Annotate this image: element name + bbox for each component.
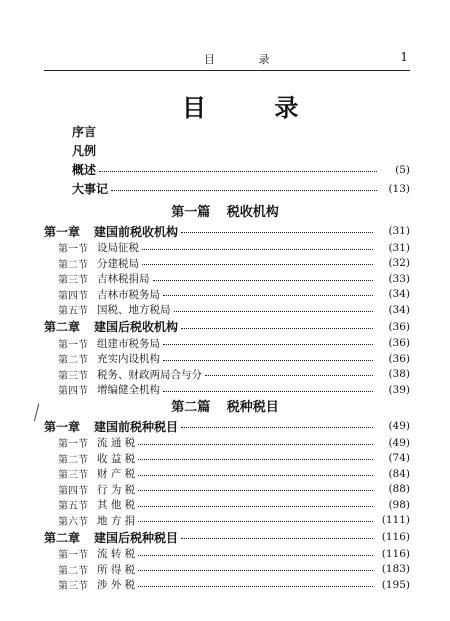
- dot-leader: [163, 390, 373, 392]
- entry-page: (33): [388, 272, 410, 285]
- part-title: 税种税目: [226, 400, 279, 415]
- entry-page: (49): [388, 420, 410, 432]
- entry-page: (38): [388, 368, 410, 381]
- dot-leader: [142, 248, 373, 250]
- entry-number: 第五节: [58, 306, 88, 318]
- entry-number: 第一节: [58, 550, 88, 562]
- entry-title: 收 益 税: [97, 452, 136, 465]
- chapter-entry: [44, 318, 410, 336]
- part-label: 第二篇: [171, 400, 211, 415]
- entry-page: (36): [388, 337, 410, 350]
- entry-page: (195): [381, 578, 410, 591]
- entry-page: (116): [381, 547, 410, 560]
- dot-leader: [138, 585, 373, 587]
- dot-leader: [138, 443, 373, 445]
- entry-title: 财 产 税: [97, 468, 136, 481]
- entry-number: 第一节: [58, 339, 88, 351]
- entry-title: 组建市税务局: [97, 337, 160, 350]
- entry-title: 增编健全机构: [97, 384, 160, 397]
- chapter-entry: [44, 222, 410, 240]
- toc-entry: [72, 141, 410, 160]
- entry-page: (183): [381, 563, 410, 576]
- dot-leader: [174, 310, 374, 312]
- toc-entry: [72, 122, 410, 141]
- dot-leader: [181, 537, 373, 539]
- entry-title: 序言: [72, 125, 97, 139]
- entry-page: (88): [388, 483, 410, 496]
- entry-page: (49): [388, 436, 410, 449]
- entry-page: (39): [388, 383, 410, 396]
- entry-title: 建国前税收机构: [94, 224, 179, 239]
- chapter-entry: [44, 417, 410, 435]
- running-header: [44, 50, 410, 71]
- entry-number: 第二节: [58, 565, 88, 577]
- entry-title: 税务、财政两局合与分: [97, 368, 202, 381]
- entry-title: 行 为 税: [97, 483, 136, 496]
- header-page-number: 1: [400, 50, 408, 64]
- dot-leader: [138, 554, 373, 556]
- entry-page: (74): [388, 452, 410, 465]
- entry-number: 第五节: [58, 501, 88, 513]
- entry-title: 吉林市税务局: [97, 288, 160, 301]
- part-1-toc: [44, 222, 410, 398]
- part-2-toc: [44, 417, 410, 593]
- entry-number: 第二节: [58, 355, 88, 367]
- entry-page: (5): [395, 163, 410, 176]
- entry-number: 第二节: [58, 454, 88, 466]
- section-entry: [44, 497, 410, 513]
- section-entry: [44, 336, 410, 352]
- entry-title: 流 通 税: [97, 437, 136, 450]
- entry-title: 地 方 捐: [97, 514, 136, 527]
- entry-number: 第三节: [58, 370, 88, 382]
- entry-page: (111): [381, 514, 410, 527]
- section-entry: [44, 562, 410, 578]
- entry-page: (84): [388, 467, 410, 480]
- section-entry: [44, 302, 410, 318]
- section-entry: [44, 546, 410, 562]
- dot-leader: [138, 505, 373, 507]
- dot-leader: [99, 170, 377, 172]
- dot-leader: [163, 343, 373, 345]
- entry-page: (34): [388, 288, 410, 301]
- entry-title: 凡例: [72, 144, 97, 158]
- entry-title: 分建税局: [97, 257, 139, 270]
- section-entry: [44, 577, 410, 593]
- entry-title: 涉 外 税: [97, 579, 136, 592]
- entry-title: 其 他 税: [97, 499, 136, 512]
- entry-number: 第三节: [58, 470, 88, 482]
- section-entry: [44, 287, 410, 303]
- dot-leader: [138, 569, 373, 571]
- entry-number: 第二章: [44, 320, 81, 334]
- part-title: 税收机构: [226, 205, 279, 220]
- dot-leader: [163, 294, 373, 296]
- section-entry: [44, 240, 410, 256]
- entry-number: 第一章: [44, 224, 81, 239]
- section-entry: [44, 482, 410, 498]
- entry-title: 建国后税种税目: [94, 530, 179, 545]
- entry-number: 第一节: [58, 439, 88, 451]
- entry-number: 第一节: [58, 244, 88, 256]
- entry-title: 建国前税种税目: [94, 419, 179, 434]
- dot-leader: [205, 374, 373, 376]
- entry-number: 第四节: [58, 485, 88, 497]
- entry-page: (98): [388, 498, 410, 511]
- entry-number: 第二章: [44, 530, 81, 545]
- dot-leader: [111, 189, 377, 191]
- entry-page: (13): [388, 182, 410, 195]
- section-entry: [44, 271, 410, 287]
- section-entry: [44, 351, 410, 367]
- entry-page: (32): [388, 257, 410, 270]
- part-heading-2: [0, 396, 450, 415]
- section-entry: [44, 466, 410, 482]
- entry-title: 大事记: [72, 182, 109, 196]
- dot-leader: [181, 327, 373, 329]
- section-entry: [44, 513, 410, 529]
- entry-number: 第三节: [58, 275, 88, 287]
- toc-entry: [72, 160, 410, 179]
- entry-number: 第四节: [58, 386, 88, 398]
- entry-title: 国税、地方税局: [97, 304, 171, 317]
- part-heading-1: [0, 201, 450, 220]
- dot-leader: [181, 231, 373, 233]
- dot-leader: [138, 474, 373, 476]
- dot-leader: [138, 458, 373, 460]
- entry-page: (34): [388, 303, 410, 316]
- section-entry: [44, 435, 410, 451]
- dot-leader: [181, 426, 373, 428]
- entry-page: (116): [381, 531, 410, 543]
- header-title: 目 录: [204, 53, 290, 66]
- section-entry: [44, 451, 410, 467]
- dot-leader: [153, 279, 374, 281]
- entry-title: 充实内设机构: [97, 353, 160, 366]
- entry-number: 第六节: [58, 516, 88, 528]
- entry-page: (31): [388, 225, 410, 237]
- section-entry: [44, 256, 410, 272]
- section-entry: [44, 367, 410, 383]
- entry-title: 建国后税收机构: [94, 320, 179, 334]
- entry-number: 第四节: [58, 290, 88, 302]
- page-title: 目 录: [182, 93, 329, 122]
- entry-page: (36): [388, 320, 410, 333]
- entry-number: 第一章: [44, 419, 81, 434]
- entry-title: 概述: [72, 163, 97, 177]
- preliminary-entries: [72, 122, 410, 198]
- entry-number: 第二节: [58, 259, 88, 271]
- entry-title: 吉林税捐局: [97, 273, 150, 286]
- part-label: 第一篇: [171, 205, 211, 220]
- entry-title: 设局征税: [97, 242, 139, 255]
- entry-page: (31): [388, 241, 410, 254]
- entry-number: 第三节: [58, 581, 88, 593]
- dot-leader: [138, 489, 373, 491]
- chapter-entry: [44, 528, 410, 546]
- dot-leader: [163, 359, 373, 361]
- entry-title: 所 得 税: [97, 563, 136, 576]
- entry-title: 流 转 税: [97, 548, 136, 561]
- dot-leader: [142, 263, 373, 265]
- entry-page: (36): [388, 352, 410, 365]
- toc-entry: [72, 179, 410, 198]
- dot-leader: [138, 520, 373, 522]
